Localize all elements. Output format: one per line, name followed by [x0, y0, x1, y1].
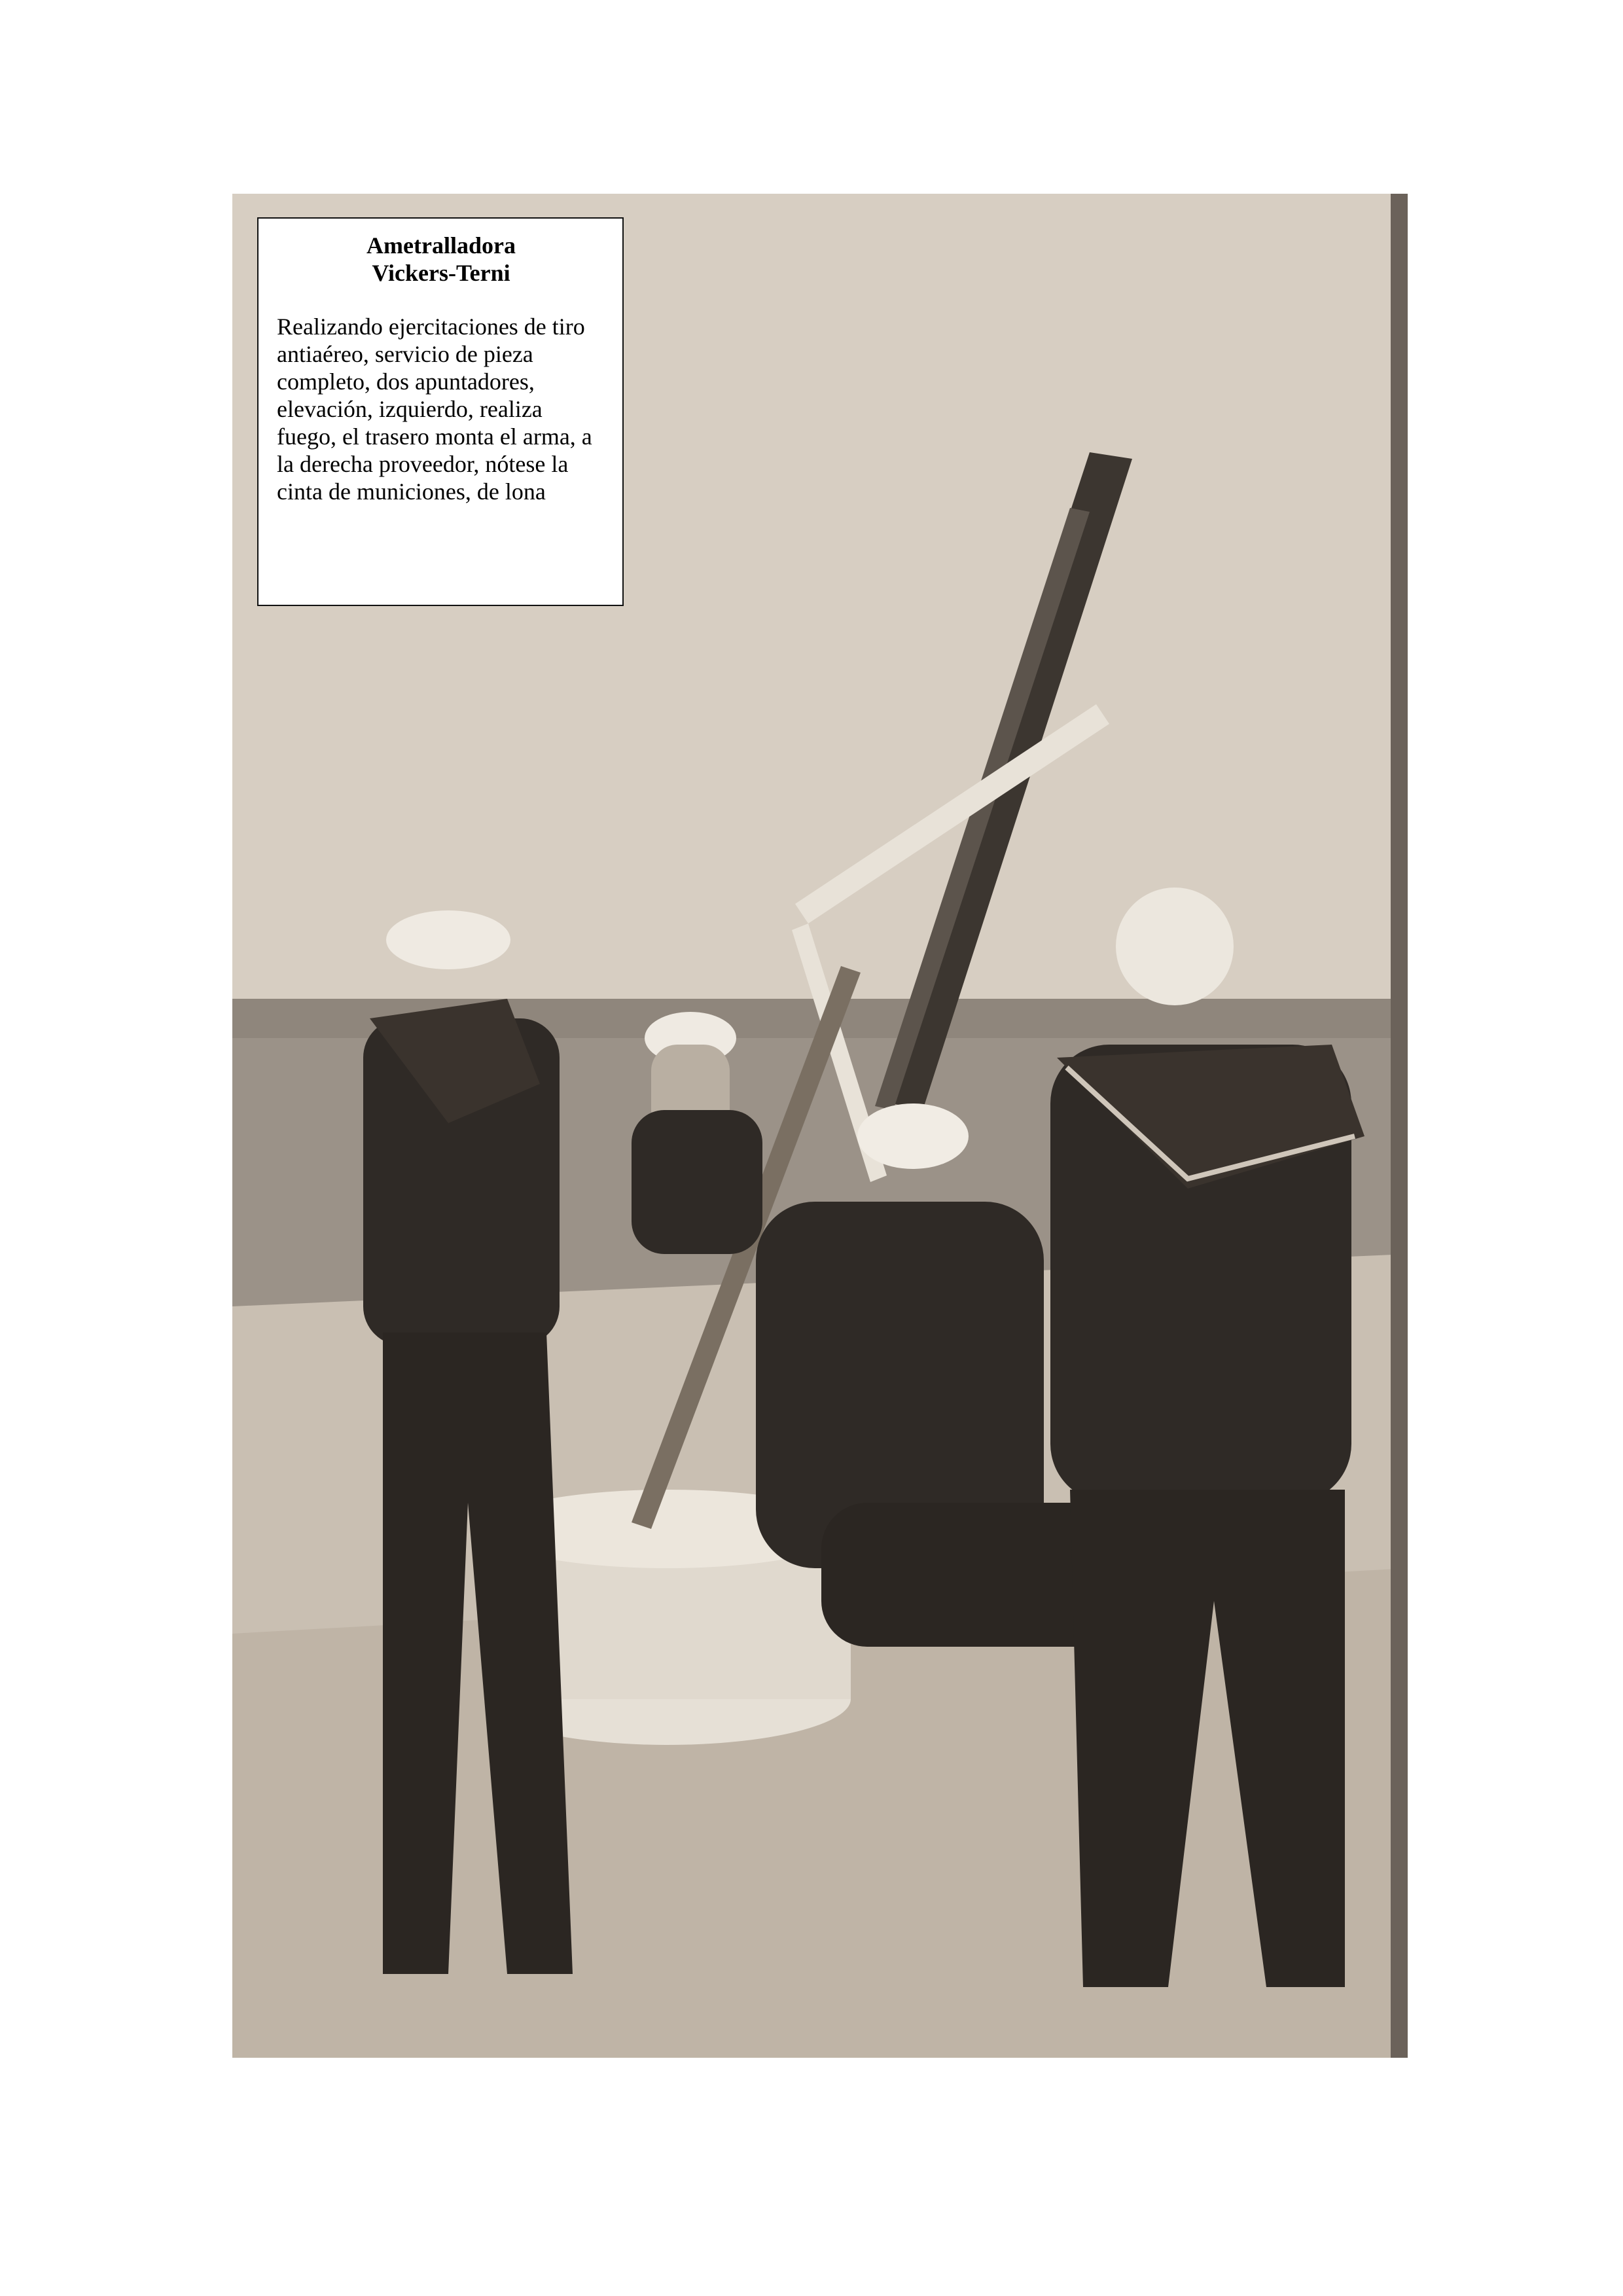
caption-title: [277, 232, 605, 287]
caption-title-line2: Vickers-Terni: [372, 260, 510, 286]
caption-title-line1: Ametralladora: [366, 232, 516, 259]
caption-box: [257, 217, 624, 606]
caption-body: Realizando ejercitaciones de tiro antiaéreo, servicio de pieza completo, dos apuntadores, elevación, izquierdo, realiza fuego, el trasero monta el arma, a la derecha proveedor, nótese la cinta de municiones, de lona: [277, 314, 592, 505]
